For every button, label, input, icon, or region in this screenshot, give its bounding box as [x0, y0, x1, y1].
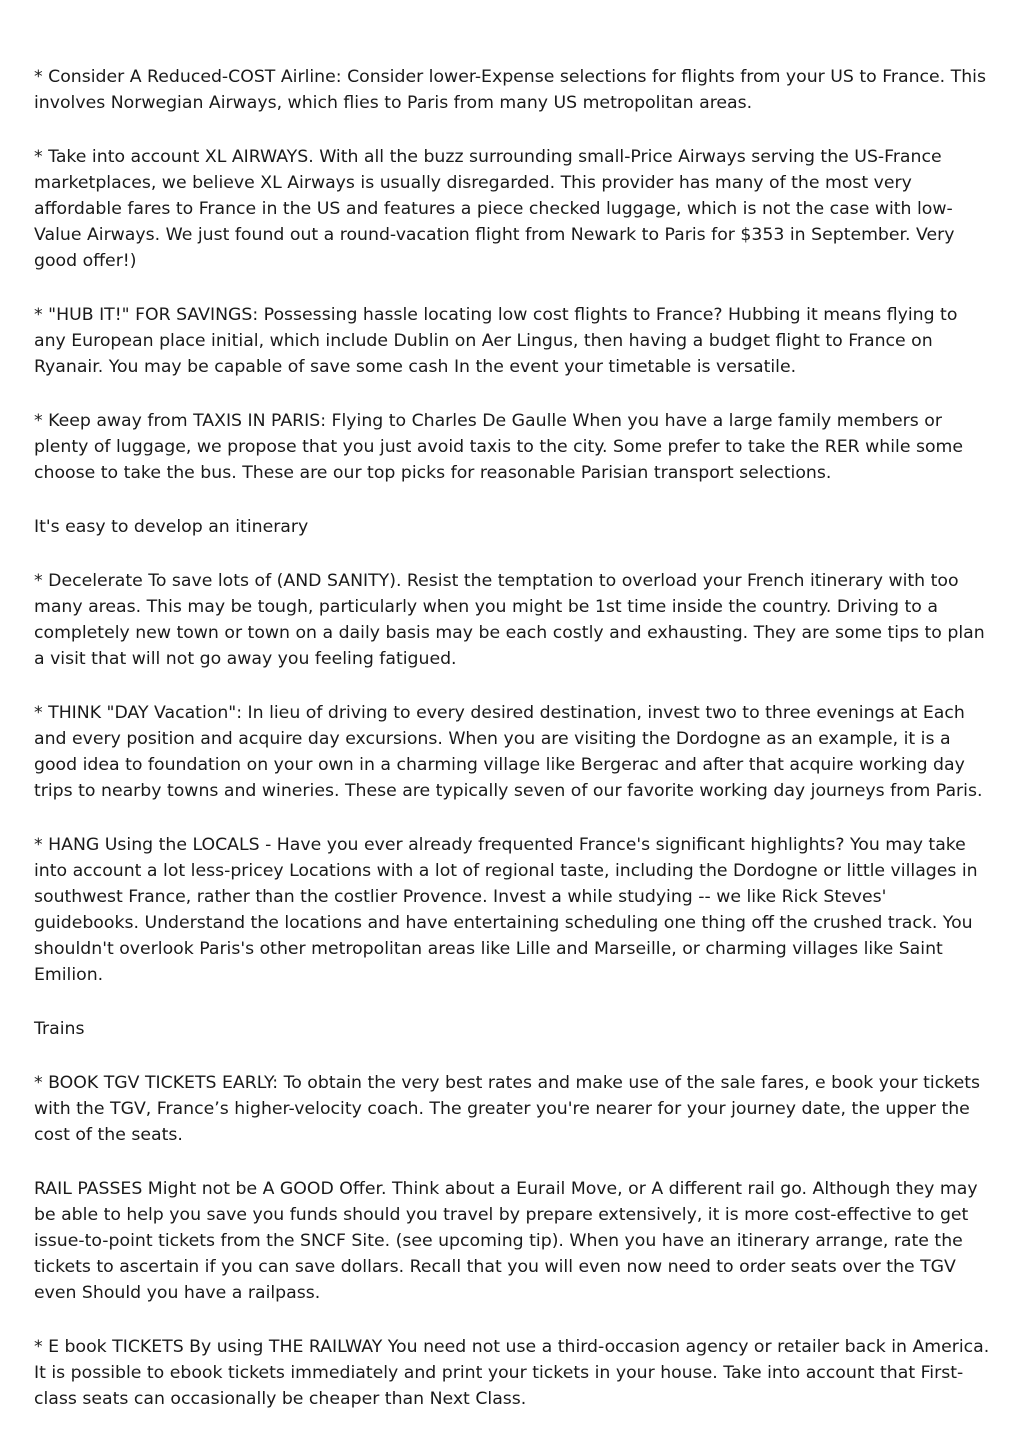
paragraph-rail-passes: RAIL PASSES Might not be A GOOD Offer. Think about a Eurail Move, or A different rail go. Although they may be able to help you save you funds should you travel by prepare extensively, it is more cost-effective to get issue-to-point tickets from the SNCF Site. (see upcoming tip). When you have an itinerary arrange, rate the tickets to ascertain if you can save dollars. Recall that you will even now need to order seats over the TGV even Should you have a railpass.: [34, 1179, 978, 1303]
paragraph-book-tgv-early: * BOOK TGV TICKETS EARLY: To obtain the very best rates and make use of the sale fares, e book your tickets with the TGV, France’s higher-velocity coach. The greater you're nearer for your journey date, the upper the cost of the seats.: [34, 1073, 981, 1145]
paragraph-low-cost-airline: * Consider A Reduced-COST Airline: Consider lower-Expense selections for flights from your US to France. This involves Norwegian Airways, which flies to Paris from many US metropolitan areas.: [34, 67, 986, 113]
paragraph-hang-with-locals: * HANG Using the LOCALS - Have you ever already frequented France's significant highlights? You may take into account a lot less-pricey Locations with a lot of regional taste, including the Dordogne or little villages in southwest France, rather than the costlier Provence. Invest a while studying -- we like Rick Steves' guidebooks. Understand the locations and have entertaining scheduling one thing off the crushed track. You shouldn't overlook Paris's other metropolitan areas like Lille and Marseille, or charming villages like Saint Emilion.: [34, 835, 978, 985]
paragraph-day-trips: * THINK "DAY Vacation": In lieu of driving to every desired destination, invest two to three evenings at Each and every position and acquire day excursions. When you are visiting the Dordogne as an example, it is a good idea to foundation on your own in a charming village like Bergerac and after that acquire working day trips to nearby towns and wineries. These are typically seven of our favorite working day journeys from Paris.: [34, 703, 983, 801]
document-body: [34, 64, 994, 1440]
paragraph-xl-airways: * Take into account XL AIRWAYS. With all the buzz surrounding small-Price Airways serving the US-France marketplaces, we believe XL Airways is usually disregarded. This provider has many of the most very affordable fares to France in the US and features a piece checked luggage, which is not the case with low-Value Airways. We just found out a round-vacation flight from Newark to Paris for $353 in September. Very good offer!): [34, 147, 955, 271]
paragraph-book-via-railway: * E book TICKETS By using THE RAILWAY You need not use a third-occasion agency or retailer back in America. It is possible to ebook tickets immediately and print your tickets in your house. Take into account that First-class seats can occasionally be cheaper than Next Class.: [34, 1337, 990, 1409]
section-heading-itinerary: It's easy to develop an itinerary: [34, 517, 309, 537]
paragraph-slow-down: * Decelerate To save lots of (AND SANITY). Resist the temptation to overload your French itinerary with too many areas. This may be tough, particularly when you might be 1st time inside the country. Driving to a completely new town or town on a daily basis may be each costly and exhausting. They are some tips to plan a visit that will not go away you feeling fatigued.: [34, 571, 985, 669]
section-heading-trains: Trains: [34, 1019, 85, 1039]
paragraph-avoid-taxis: * Keep away from TAXIS IN PARIS: Flying to Charles De Gaulle When you have a large family members or plenty of luggage, we propose that you just avoid taxis to the city. Some prefer to take the RER while some choose to take the bus. These are our top picks for reasonable Parisian transport selections.: [34, 411, 964, 483]
paragraph-hub-it: * "HUB IT!" FOR SAVINGS: Possessing hassle locating low cost flights to France? Hubbing it means flying to any European place initial, which include Dublin on Aer Lingus, then having a budget flight to France on Ryanair. You may be capable of save some cash In the event your timetable is versatile.: [34, 305, 958, 377]
